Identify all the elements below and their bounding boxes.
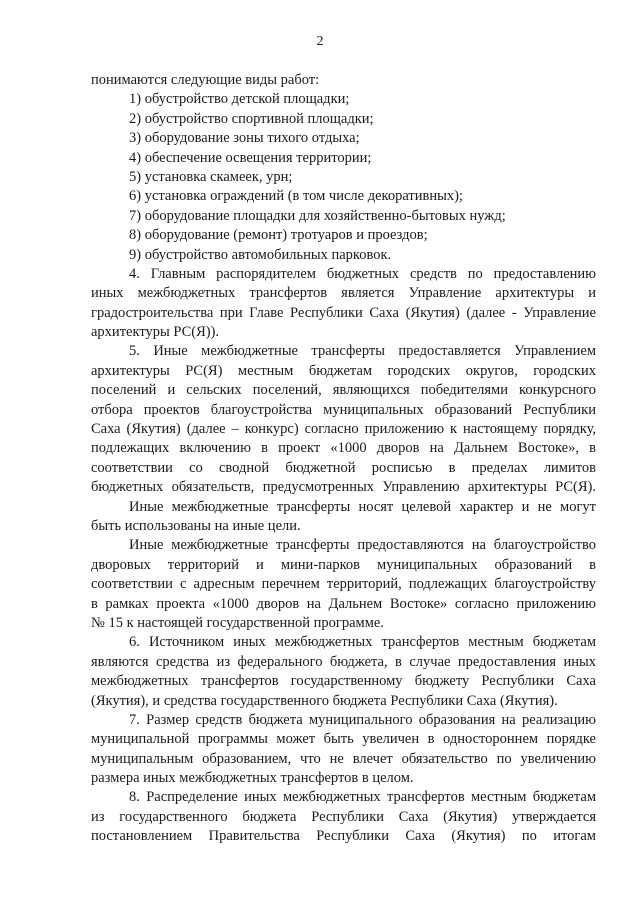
text-line: 6) установка ограждений (в том числе декоративных);: [129, 188, 463, 205]
text-line: градостроительства при Главе Республики Саха (Якутия) (далее - Управление: [91, 304, 596, 321]
text-line: 2) обустройство спортивной площадки;: [129, 110, 374, 127]
text-line: из государственного бюджета Республики Саха (Якутия) утверждается: [91, 808, 596, 825]
text-line: 9) обустройство автомобильных парковок.: [129, 246, 392, 263]
text-line: муниципальной программы может быть увеличен в одностороннем порядке: [91, 731, 596, 748]
text-line: 7. Размер средств бюджета муниципального образования на реализацию: [129, 711, 596, 728]
text-line: 6. Источником иных межбюджетных трансфертов местным бюджетам: [129, 634, 596, 651]
text-line: 4) обеспечение освещения территории;: [129, 149, 372, 166]
text-line: муниципальным образованием, что не влечет обязательство по увеличению: [91, 750, 596, 767]
text-line: 8) оборудование (ремонт) тротуаров и проездов;: [129, 227, 428, 244]
text-line: архитектуры РС(Я) местным бюджетам городских округов, городских: [91, 362, 596, 379]
text-line: 5. Иные межбюджетные трансферты предоставляется Управлением: [129, 343, 596, 360]
text-line: архитектуры РС(Я)).: [91, 324, 220, 341]
text-line: отбора проектов благоустройства муниципальных образований Республики: [91, 401, 596, 418]
text-line: Иные межбюджетные трансферты предоставляются на благоустройство: [129, 537, 596, 554]
text-line: постановлением Правительства Республики Саха (Якутия) по итогам: [91, 828, 596, 845]
text-line: в рамках проекта «1000 дворов на Дальнем Востоке» согласно приложению: [91, 595, 596, 612]
text-line: дворовых территорий и мини-парков муниципальных образований в: [91, 556, 596, 573]
text-line: 8. Распределение иных межбюджетных трансфертов местным бюджетам: [129, 789, 596, 806]
text-line: 1) обустройство детской площадки;: [129, 91, 350, 108]
document-body: [91, 71, 596, 847]
text-line: 7) оборудование площадки для хозяйственно-бытовых нужд;: [129, 207, 506, 224]
page-number: 2: [316, 34, 324, 49]
text-line: бюджетных обязательств, предусмотренных Управлению архитектуры РС(Я).: [91, 479, 596, 496]
text-line: 3) оборудование зоны тихого отдыха;: [129, 130, 360, 147]
text-line: соответствии со сводной бюджетной росписью в пределах лимитов: [91, 459, 596, 476]
text-line: поселений и сельских поселений, являющихся победителями конкурсного: [91, 382, 596, 399]
text-line: (Якутия), и средства государственного бюджета Республики Саха (Якутия).: [91, 692, 558, 709]
text-line: Иные межбюджетные трансферты носят целевой характер и не могут: [129, 498, 596, 515]
text-line: 5) установка скамеек, урн;: [129, 168, 293, 185]
text-line: являются средства из федерального бюджета, в случае предоставления иных: [91, 653, 596, 670]
text-line: межбюджетных трансфертов государственному бюджету Республики Саха: [91, 673, 596, 690]
text-line: соответствии с адресным перечнем территорий, подлежащих благоустройству: [91, 576, 596, 593]
text-line: подлежащих включению в проект «1000 дворов на Дальнем Востоке», в: [91, 440, 596, 457]
text-line: Саха (Якутия) (далее – конкурс) согласно приложению к настоящему порядку,: [91, 421, 596, 438]
text-line: 4. Главным распорядителем бюджетных средств по предоставлению: [129, 265, 596, 282]
text-line: быть использованы на иные цели.: [91, 517, 301, 534]
text-line: размера иных межбюджетных трансфертов в целом.: [91, 770, 414, 787]
text-line: № 15 к настоящей государственной программе.: [91, 614, 384, 631]
text-line: иных межбюджетных трансфертов является Управление архитектуры и: [91, 285, 596, 302]
text-line: понимаются следующие виды работ:: [91, 72, 320, 88]
